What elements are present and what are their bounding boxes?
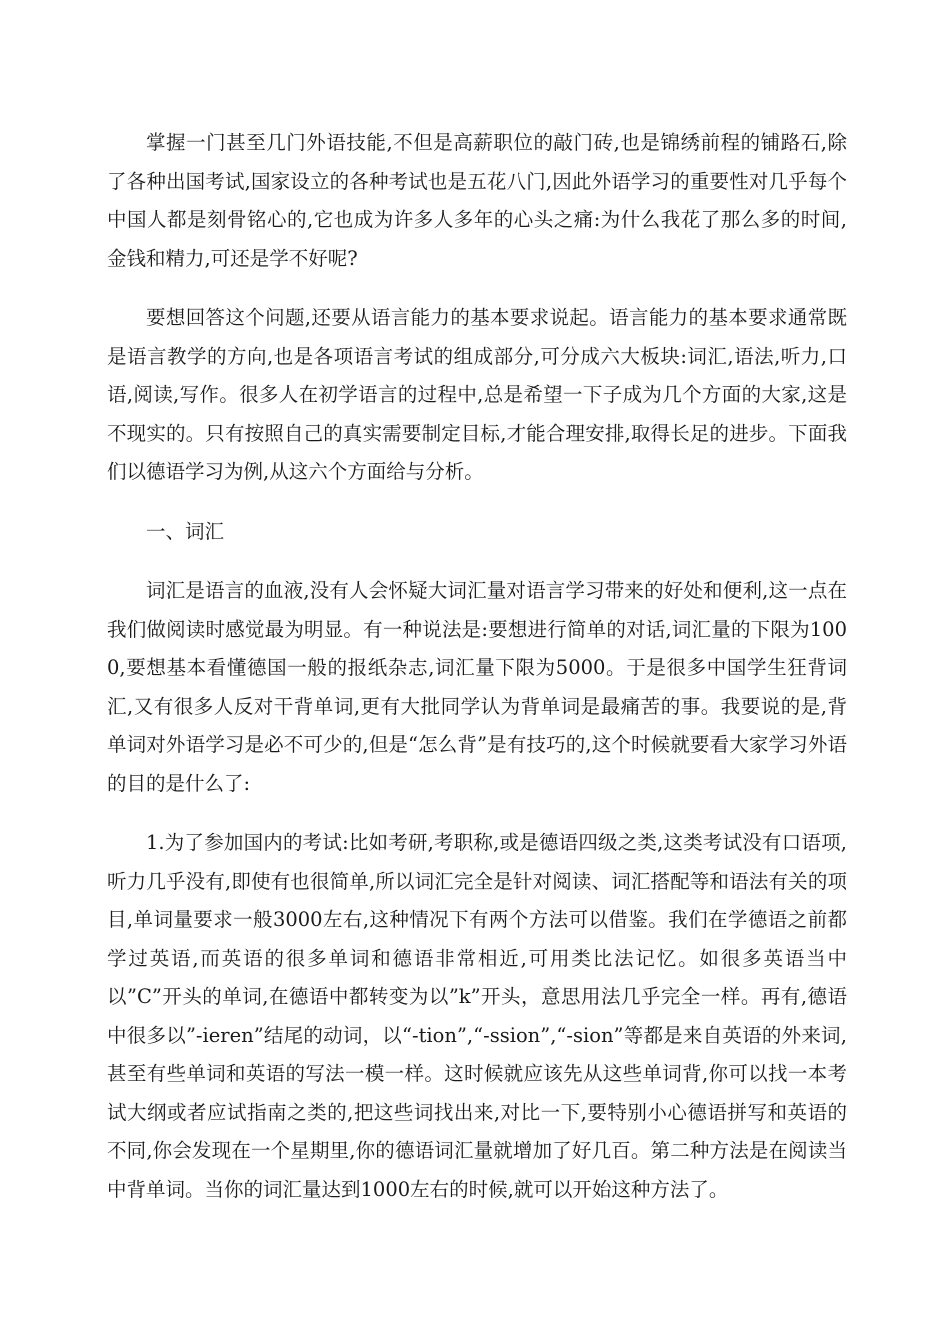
paragraph-language-abilities: 要想回答这个问题,还要从语言能力的基本要求说起。语言能力的基本要求通常既是语言教学的方向,也是各项语言考试的组成部分,可分成六大板块:词汇,语法,听力,口语,阅读,写作。很多人在初学语言的过程中,总是希望一下子成为几个方面的大家,这是不现实的。只有按照自己的真实需要制定目标,才能合理安排,取得长足的进步。下面我们以德语学习为例,从这六个方面给与分析。: [107, 306, 847, 483]
paragraph-vocabulary: 词汇是语言的血液,没有人会怀疑大词汇量对语言学习带来的好处和便利,这一点在我们做阅读时感觉最为明显。有一种说法是:要想进行简单的对话,词汇量的下限为1000,要想基本看懂德国一般的报纸杂志,词汇量下限为5000。于是很多中国学生狂背词汇,又有很多人反对干背单词,更有大批同学认为背单词是最痛苦的事。我要说的是,背单词对外语学习是必不可少的,但是“怎么背”是有技巧的,这个时候就要看大家学习外语的目的是什么了:: [107, 579, 847, 795]
paragraph-intro: 掌握一门甚至几门外语技能,不但是高薪职位的敲门砖,也是锦绣前程的铺路石,除了各种出国考试,国家设立的各种考试也是五花八门,因此外语学习的重要性对几乎每个中国人都是刻骨铭心的,它也成为许多人多年的心头之痛:为什么我花了那么多的时间,金钱和精力,可还是学不好呢?: [107, 131, 847, 270]
document-body: [107, 124, 847, 1230]
paragraph-domestic-exams: 1.为了参加国内的考试:比如考研,考职称,或是德语四级之类,这类考试没有口语项,听力几乎没有,即使有也很简单,所以词汇完全是针对阅读、词汇搭配等和语法有关的项目,单词量要求一般3000左右,这种情况下有两个方法可以借鉴。我们在学德语之前都学过英语,而英语的很多单词和德语非常相近,可用类比法记忆。如很多英语当中以”C”开头的单词,在德语中都转变为以”k”开头，意思用法几乎完全一样。再有,德语中很多以”-ieren”结尾的动词，以“-tion”,“-ssion”,“-sion”等都是来自英语的外来词,甚至有些单词和英语的写法一模一样。这时候就应该先从这些单词背,你可以找一本考试大纲或者应试指南之类的,把这些词找出来,对比一下,要特别小心德语拼写和英语的不同,你会发现在一个星期里,你的德语词汇量就增加了好几百。第二种方法是在阅读当中背单词。当你的词汇量达到1000左右的时候,就可以开始这种方法了。: [107, 831, 847, 1201]
section-heading-vocabulary: 一、词汇: [146, 519, 225, 543]
